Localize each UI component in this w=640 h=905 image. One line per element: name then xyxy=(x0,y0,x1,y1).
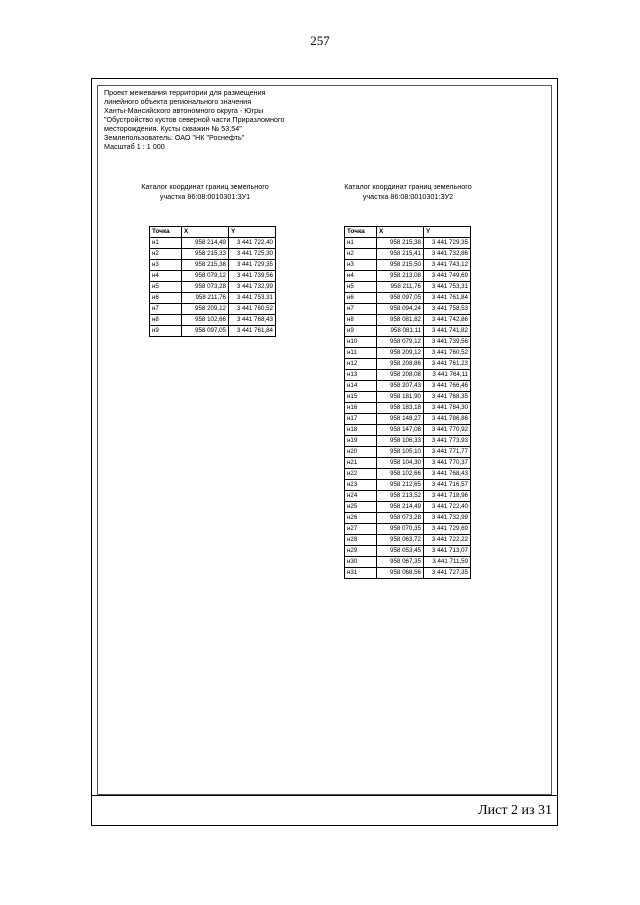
table-row xyxy=(345,337,471,348)
table-row xyxy=(345,304,471,315)
header-x: X xyxy=(377,227,424,238)
table-header-row xyxy=(150,227,276,238)
y-cell: 3 441 739,56 xyxy=(424,337,471,348)
header-line: линейного объекта регионального значения xyxy=(104,97,252,106)
y-cell: 3 441 722,22 xyxy=(424,535,471,546)
coordinates-table-zu1 xyxy=(149,226,276,337)
x-cell: 958 215,38 xyxy=(377,238,424,249)
point-cell: н8 xyxy=(345,315,377,326)
y-cell: 3 441 741,82 xyxy=(424,326,471,337)
point-cell: н26 xyxy=(345,513,377,524)
point-cell: н9 xyxy=(345,326,377,337)
x-cell: 958 212,65 xyxy=(377,480,424,491)
table-row xyxy=(345,370,471,381)
y-cell: 3 441 758,53 xyxy=(424,304,471,315)
y-cell: 3 441 732,99 xyxy=(424,513,471,524)
point-cell: н23 xyxy=(345,480,377,491)
y-cell: 3 441 760,52 xyxy=(424,348,471,359)
table-row xyxy=(345,557,471,568)
x-cell: 958 105,10 xyxy=(377,447,424,458)
table-row xyxy=(345,458,471,469)
table-row xyxy=(150,249,276,260)
y-cell: 3 441 739,56 xyxy=(229,271,276,282)
x-cell: 958 215,38 xyxy=(182,260,229,271)
y-cell: 3 441 768,35 xyxy=(424,392,471,403)
table-row xyxy=(150,260,276,271)
table-row xyxy=(345,403,471,414)
x-cell: 958 215,50 xyxy=(377,260,424,271)
table-row xyxy=(345,469,471,480)
header-line: "Обустройство кустов северной части Приразломного xyxy=(104,115,285,124)
y-cell: 3 441 732,99 xyxy=(229,282,276,293)
x-cell: 958 070,35 xyxy=(377,524,424,535)
header-line: Ханты-Мансийского автономного округа - Югры xyxy=(104,106,264,115)
x-cell: 958 081,82 xyxy=(377,315,424,326)
y-cell: 3 441 760,52 xyxy=(229,304,276,315)
y-cell: 3 441 753,31 xyxy=(424,282,471,293)
x-cell: 958 211,76 xyxy=(182,293,229,304)
x-cell: 958 148,27 xyxy=(377,414,424,425)
x-cell: 958 063,72 xyxy=(377,535,424,546)
table-row xyxy=(345,271,471,282)
table-row xyxy=(150,271,276,282)
table-row xyxy=(150,238,276,249)
y-cell: 3 441 743,12 xyxy=(424,260,471,271)
x-cell: 958 215,41 xyxy=(377,249,424,260)
y-cell: 3 441 749,69 xyxy=(424,271,471,282)
x-cell: 958 079,12 xyxy=(377,337,424,348)
point-cell: н3 xyxy=(150,260,182,271)
y-cell: 3 441 771,77 xyxy=(424,447,471,458)
y-cell: 3 441 722,40 xyxy=(229,238,276,249)
header-point: Точка xyxy=(150,227,182,238)
table-row xyxy=(345,392,471,403)
table-row xyxy=(345,502,471,513)
x-cell: 958 209,12 xyxy=(377,348,424,359)
point-cell: н17 xyxy=(345,414,377,425)
y-cell: 3 441 768,43 xyxy=(424,469,471,480)
y-cell: 3 441 761,23 xyxy=(424,359,471,370)
table-row xyxy=(345,381,471,392)
point-cell: н30 xyxy=(345,557,377,568)
y-cell: 3 441 716,57 xyxy=(424,480,471,491)
table-row xyxy=(345,447,471,458)
x-cell: 958 213,08 xyxy=(377,271,424,282)
table-row xyxy=(345,491,471,502)
point-cell: н9 xyxy=(150,326,182,337)
sheet-label: Лист 2 из 31 xyxy=(478,803,552,818)
x-cell: 958 147,08 xyxy=(377,425,424,436)
x-cell: 958 073,28 xyxy=(182,282,229,293)
point-cell: н19 xyxy=(345,436,377,447)
table-row xyxy=(345,524,471,535)
point-cell: н10 xyxy=(345,337,377,348)
x-cell: 958 215,33 xyxy=(182,249,229,260)
y-cell: 3 441 761,84 xyxy=(424,293,471,304)
point-cell: н1 xyxy=(150,238,182,249)
x-cell: 958 106,33 xyxy=(377,436,424,447)
y-cell: 3 441 770,92 xyxy=(424,425,471,436)
y-cell: 3 441 729,35 xyxy=(424,238,471,249)
point-cell: н25 xyxy=(345,502,377,513)
y-cell: 3 441 770,37 xyxy=(424,458,471,469)
x-cell: 958 207,43 xyxy=(377,381,424,392)
y-cell: 3 441 729,69 xyxy=(424,524,471,535)
x-cell: 958 102,66 xyxy=(377,469,424,480)
header-y: Y xyxy=(424,227,471,238)
y-cell: 3 441 768,43 xyxy=(229,315,276,326)
table-row xyxy=(345,480,471,491)
point-cell: н13 xyxy=(345,370,377,381)
table-row xyxy=(150,326,276,337)
point-cell: н7 xyxy=(345,304,377,315)
table-row xyxy=(345,414,471,425)
point-cell: н14 xyxy=(345,381,377,392)
point-cell: н11 xyxy=(345,348,377,359)
table-row xyxy=(150,293,276,304)
header-x: X xyxy=(182,227,229,238)
x-cell: 958 073,28 xyxy=(377,513,424,524)
y-cell: 3 441 773,93 xyxy=(424,436,471,447)
point-cell: н7 xyxy=(150,304,182,315)
point-cell: н29 xyxy=(345,546,377,557)
point-cell: н20 xyxy=(345,447,377,458)
x-cell: 958 208,86 xyxy=(377,359,424,370)
x-cell: 958 214,49 xyxy=(182,238,229,249)
x-cell: 958 081,11 xyxy=(377,326,424,337)
x-cell: 958 208,08 xyxy=(377,370,424,381)
x-cell: 958 213,52 xyxy=(377,491,424,502)
table-row xyxy=(345,436,471,447)
point-cell: н6 xyxy=(345,293,377,304)
table-row xyxy=(345,425,471,436)
table-row xyxy=(345,282,471,293)
point-cell: н27 xyxy=(345,524,377,535)
point-cell: н5 xyxy=(345,282,377,293)
table-row xyxy=(150,304,276,315)
point-cell: н4 xyxy=(150,271,182,282)
table-row xyxy=(345,238,471,249)
point-cell: н1 xyxy=(345,238,377,249)
x-cell: 958 079,12 xyxy=(182,271,229,282)
header-line: Масштаб 1 : 1 000 xyxy=(104,142,165,151)
y-cell: 3 441 753,31 xyxy=(229,293,276,304)
point-cell: н5 xyxy=(150,282,182,293)
frame-footer-divider xyxy=(91,795,558,796)
point-cell: н15 xyxy=(345,392,377,403)
point-cell: н4 xyxy=(345,271,377,282)
point-cell: н2 xyxy=(150,249,182,260)
header-line: месторождения. Кусты скважин № 53,54" xyxy=(104,124,242,133)
point-cell: н28 xyxy=(345,535,377,546)
x-cell: 958 183,18 xyxy=(377,403,424,414)
catalog2-title-line1: Каталог координат границ земельного xyxy=(344,182,472,191)
x-cell: 958 097,05 xyxy=(182,326,229,337)
table-row xyxy=(150,282,276,293)
point-cell: н21 xyxy=(345,458,377,469)
y-cell: 3 441 722,40 xyxy=(424,502,471,513)
catalog1-title-line1: Каталог координат границ земельного xyxy=(141,182,269,191)
y-cell: 3 441 742,86 xyxy=(424,315,471,326)
y-cell: 3 441 711,59 xyxy=(424,557,471,568)
header-point: Точка xyxy=(345,227,377,238)
y-cell: 3 441 784,30 xyxy=(424,403,471,414)
x-cell: 958 209,12 xyxy=(182,304,229,315)
point-cell: н2 xyxy=(345,249,377,260)
table-row xyxy=(345,546,471,557)
point-cell: н8 xyxy=(150,315,182,326)
point-cell: н22 xyxy=(345,469,377,480)
header-y: Y xyxy=(229,227,276,238)
x-cell: 958 097,05 xyxy=(377,293,424,304)
point-cell: н16 xyxy=(345,403,377,414)
project-header xyxy=(104,88,324,151)
point-cell: н24 xyxy=(345,491,377,502)
coordinates-table-zu2 xyxy=(344,226,471,579)
catalog2-title xyxy=(333,182,483,202)
table-header-row xyxy=(345,227,471,238)
point-cell: н31 xyxy=(345,568,377,579)
header-line: Проект межевания территории для размещения xyxy=(104,88,266,97)
point-cell: н6 xyxy=(150,293,182,304)
page-number: 257 xyxy=(310,33,330,48)
catalog1-title-line2: участка 86:08:0010301:ЗУ1 xyxy=(159,192,251,201)
x-cell: 958 094,24 xyxy=(377,304,424,315)
point-cell: н18 xyxy=(345,425,377,436)
y-cell: 3 441 766,46 xyxy=(424,381,471,392)
table-row xyxy=(345,293,471,304)
table-row xyxy=(345,568,471,579)
y-cell: 3 441 727,35 xyxy=(424,568,471,579)
y-cell: 3 441 761,84 xyxy=(229,326,276,337)
x-cell: 958 102,66 xyxy=(182,315,229,326)
point-cell: н12 xyxy=(345,359,377,370)
table-row xyxy=(345,348,471,359)
table-row xyxy=(345,315,471,326)
x-cell: 958 181,90 xyxy=(377,392,424,403)
y-cell: 3 441 718,96 xyxy=(424,491,471,502)
table-row xyxy=(345,326,471,337)
x-cell: 958 104,30 xyxy=(377,458,424,469)
table-row xyxy=(345,260,471,271)
y-cell: 3 441 732,86 xyxy=(424,249,471,260)
y-cell: 3 441 786,86 xyxy=(424,414,471,425)
y-cell: 3 441 764,11 xyxy=(424,370,471,381)
x-cell: 958 053,45 xyxy=(377,546,424,557)
catalog1-title xyxy=(130,182,280,202)
point-cell: н3 xyxy=(345,260,377,271)
table-row xyxy=(345,535,471,546)
x-cell: 958 067,35 xyxy=(377,557,424,568)
y-cell: 3 441 729,35 xyxy=(229,260,276,271)
y-cell: 3 441 725,30 xyxy=(229,249,276,260)
table-row xyxy=(345,513,471,524)
table-row xyxy=(345,359,471,370)
table-row xyxy=(150,315,276,326)
x-cell: 958 214,49 xyxy=(377,502,424,513)
x-cell: 958 068,56 xyxy=(377,568,424,579)
catalog2-title-line2: участка 86:08:0010301:ЗУ2 xyxy=(362,192,454,201)
table-row xyxy=(345,249,471,260)
x-cell: 958 211,76 xyxy=(377,282,424,293)
y-cell: 3 441 713,07 xyxy=(424,546,471,557)
header-line: Землепользователь: ОАО "НК "Роснефть" xyxy=(104,133,245,142)
